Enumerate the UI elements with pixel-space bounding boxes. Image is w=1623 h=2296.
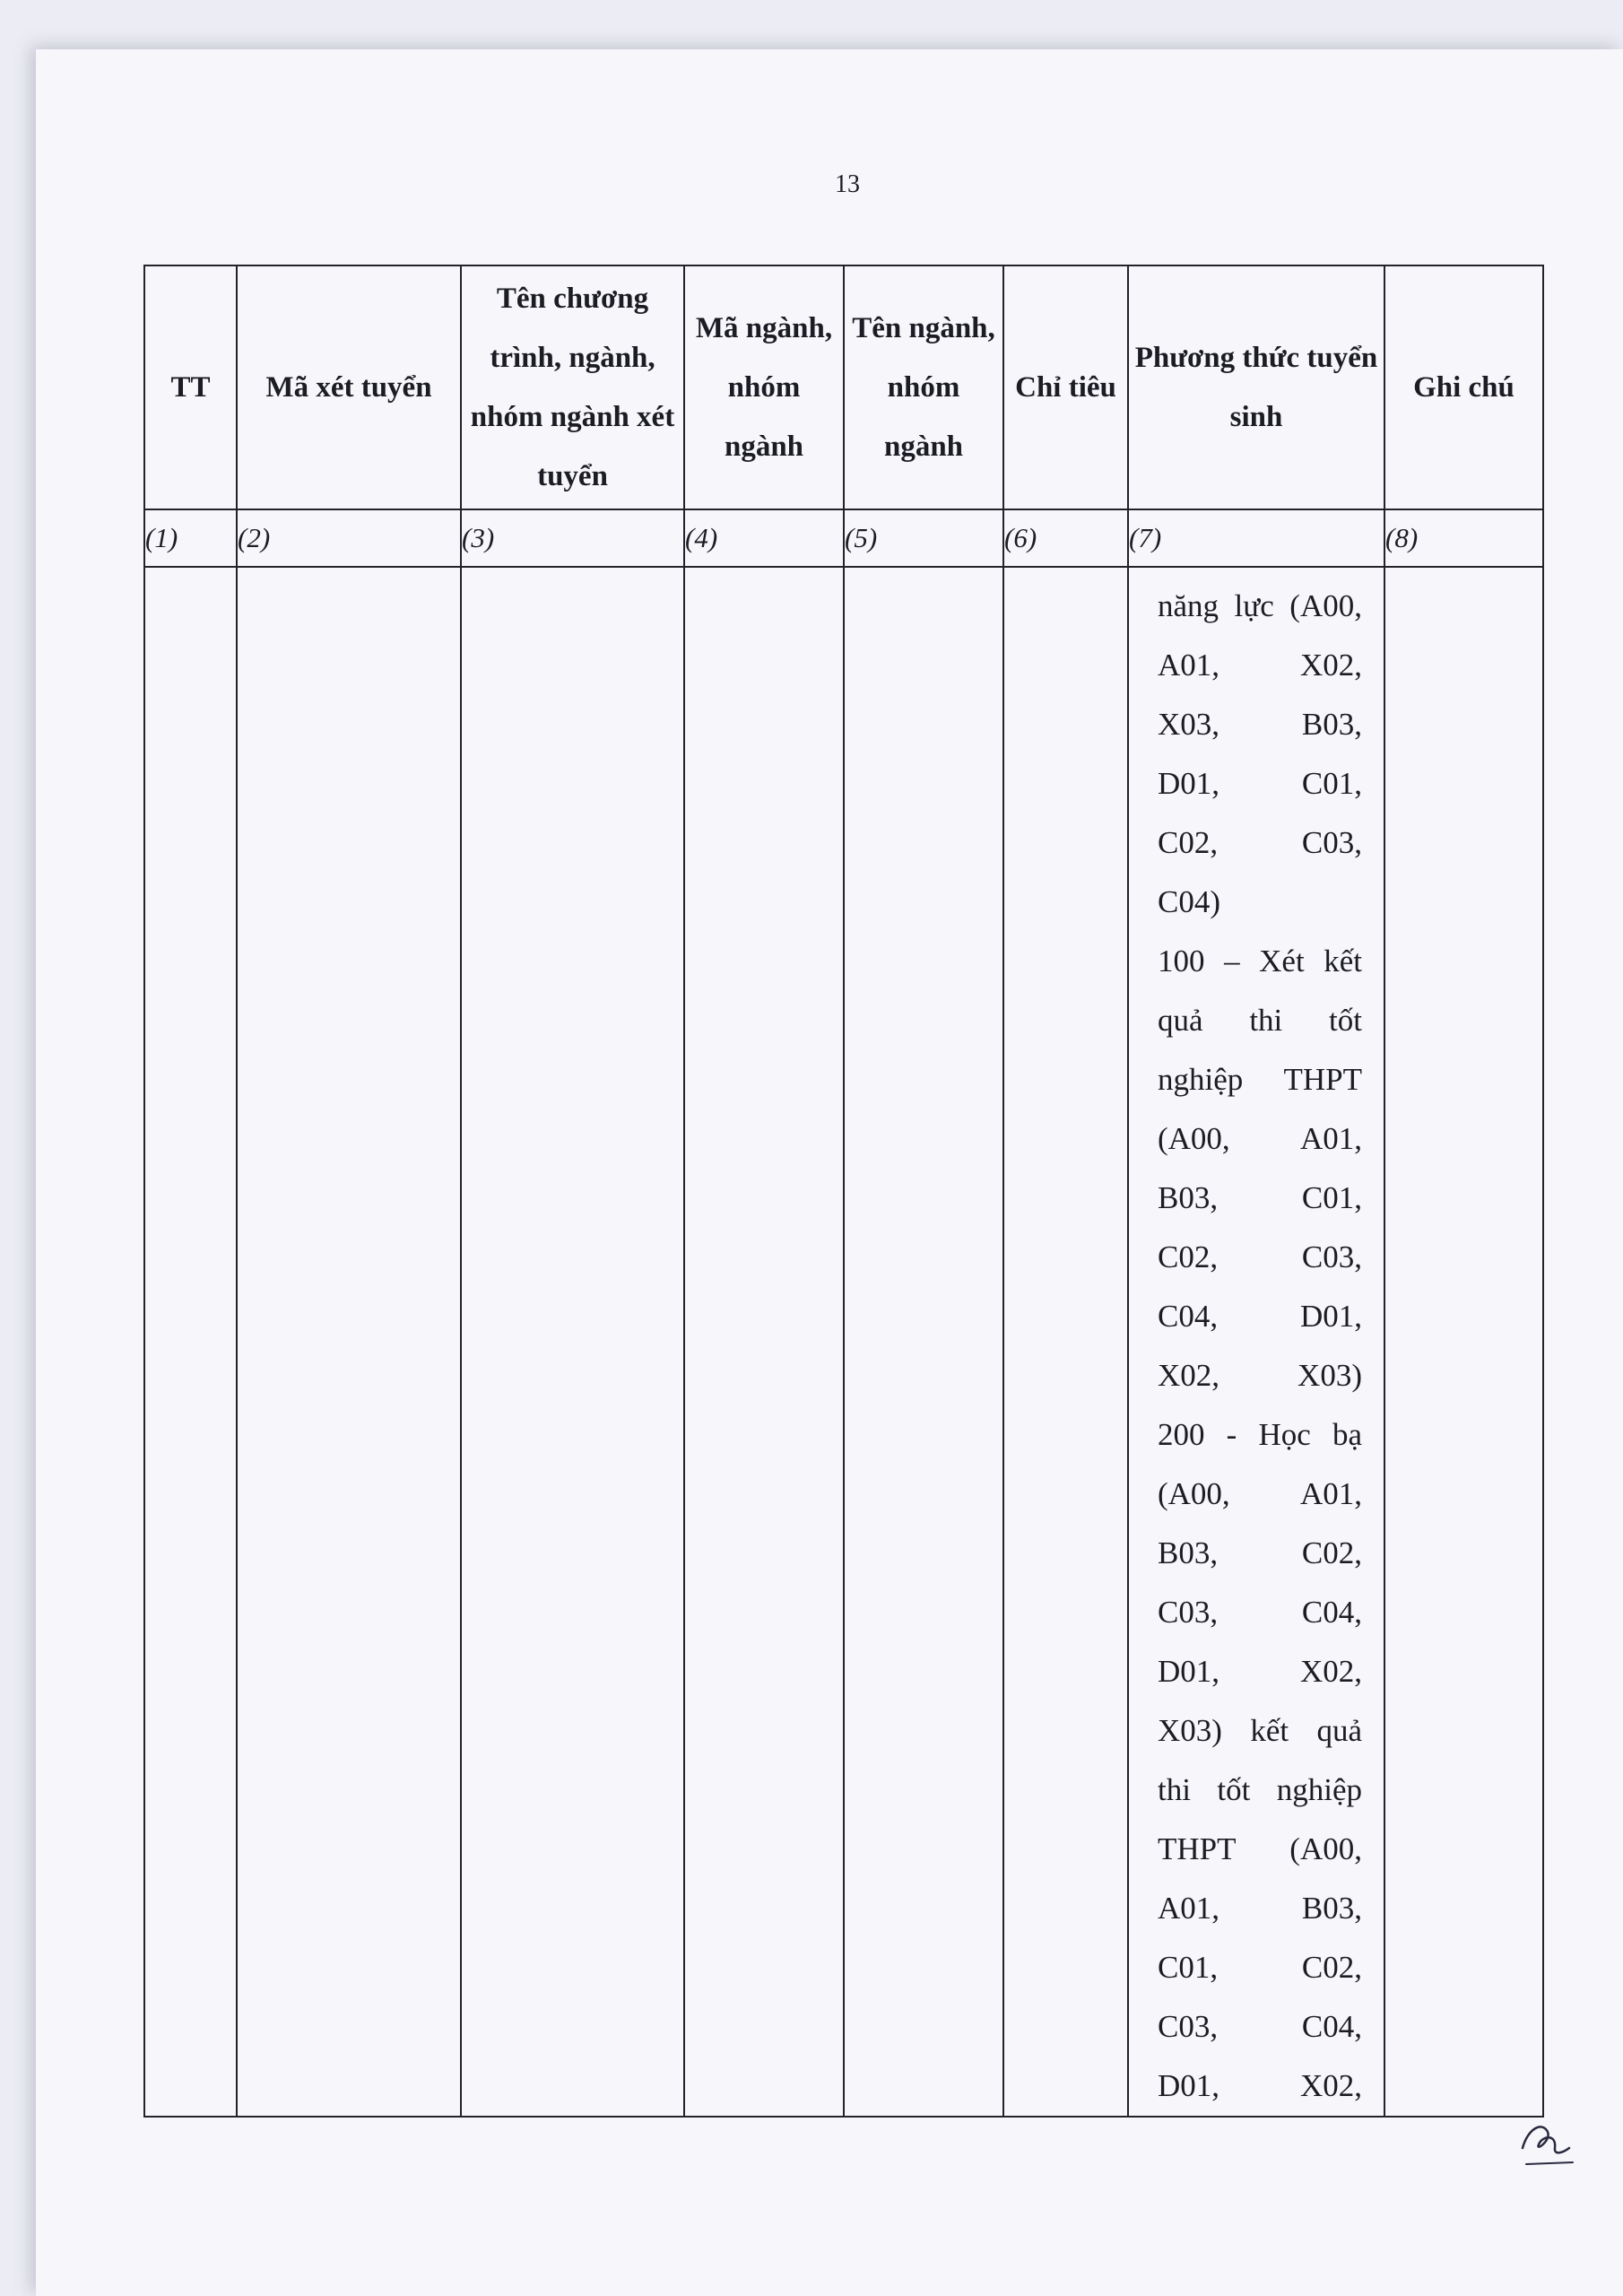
- header-ma-xet-tuyen: Mã xét tuyển: [237, 265, 461, 509]
- tt-cell: [144, 567, 237, 2117]
- method-line: C03, C04,: [1158, 2009, 1362, 2044]
- header-chi-tieu: Chỉ tiêu: [1003, 265, 1128, 509]
- method-line: D01, X02,: [1158, 2068, 1362, 2103]
- method-line: C03, C04,: [1158, 1595, 1362, 1630]
- index-cell: (3): [461, 509, 684, 567]
- header-row: [144, 265, 1543, 509]
- method-line: C02, C03,: [1158, 1239, 1362, 1274]
- phuong-thuc-cell: [1128, 567, 1384, 2117]
- method-line: X02, X03): [1158, 1358, 1362, 1393]
- method-line: C04, D01,: [1158, 1299, 1362, 1334]
- method-line: THPT (A00,: [1158, 1831, 1362, 1866]
- method-line: quả thi tốt: [1158, 1003, 1362, 1038]
- method-line: A01, X02,: [1158, 648, 1362, 683]
- method-line: C01, C02,: [1158, 1950, 1362, 1985]
- method-line: D01, C01,: [1158, 766, 1362, 801]
- index-cell: (2): [237, 509, 461, 567]
- admission-table: [143, 265, 1544, 2118]
- method-line: X03) kết quả: [1158, 1713, 1362, 1748]
- ghi-chu-cell: [1384, 567, 1543, 2117]
- method-line: C02, C03,: [1158, 825, 1362, 860]
- initials-signature: [1515, 2112, 1578, 2175]
- index-cell: (4): [684, 509, 844, 567]
- ma-xet-tuyen-cell: [237, 567, 461, 2117]
- method-line: C04): [1158, 884, 1220, 919]
- method-line: B03, C02,: [1158, 1535, 1362, 1570]
- method-line: B03, C01,: [1158, 1180, 1362, 1215]
- method-line: nghiệp THPT: [1158, 1062, 1362, 1097]
- index-cell: (5): [844, 509, 1003, 567]
- page-number: 13: [835, 170, 860, 198]
- method-line: 100 – Xét kết: [1158, 944, 1362, 978]
- method-line: D01, X02,: [1158, 1654, 1362, 1689]
- ten-nganh-cell: [844, 567, 1003, 2117]
- method-line: năng lực (A00,: [1158, 588, 1362, 623]
- body-row: [144, 567, 1543, 2117]
- admission-method-text: [1129, 568, 1384, 2116]
- index-cell: (8): [1384, 509, 1543, 567]
- header-ten-chuong-trinh: Tên chương trình, ngành, nhóm ngành xét tuyển: [461, 265, 684, 509]
- chi-tieu-cell: [1003, 567, 1128, 2117]
- header-tt: TT: [144, 265, 237, 509]
- index-cell: (6): [1003, 509, 1128, 567]
- method-line: 200 - Học bạ: [1158, 1417, 1362, 1452]
- ten-chuong-trinh-cell: [461, 567, 684, 2117]
- index-cell: (7): [1128, 509, 1384, 567]
- method-line: A01, B03,: [1158, 1891, 1362, 1926]
- header-ma-nganh: Mã ngành, nhóm ngành: [684, 265, 844, 509]
- ma-nganh-cell: [684, 567, 844, 2117]
- header-ghi-chu: Ghi chú: [1384, 265, 1543, 509]
- method-line: (A00, A01,: [1158, 1121, 1362, 1156]
- method-line: (A00, A01,: [1158, 1476, 1362, 1511]
- method-line: thi tốt nghiệp: [1158, 1772, 1362, 1807]
- index-cell: (1): [144, 509, 237, 567]
- header-phuong-thuc: Phương thức tuyển sinh: [1128, 265, 1384, 509]
- index-row: [144, 509, 1543, 567]
- method-line: X03, B03,: [1158, 707, 1362, 742]
- header-ten-nganh: Tên ngành, nhóm ngành: [844, 265, 1003, 509]
